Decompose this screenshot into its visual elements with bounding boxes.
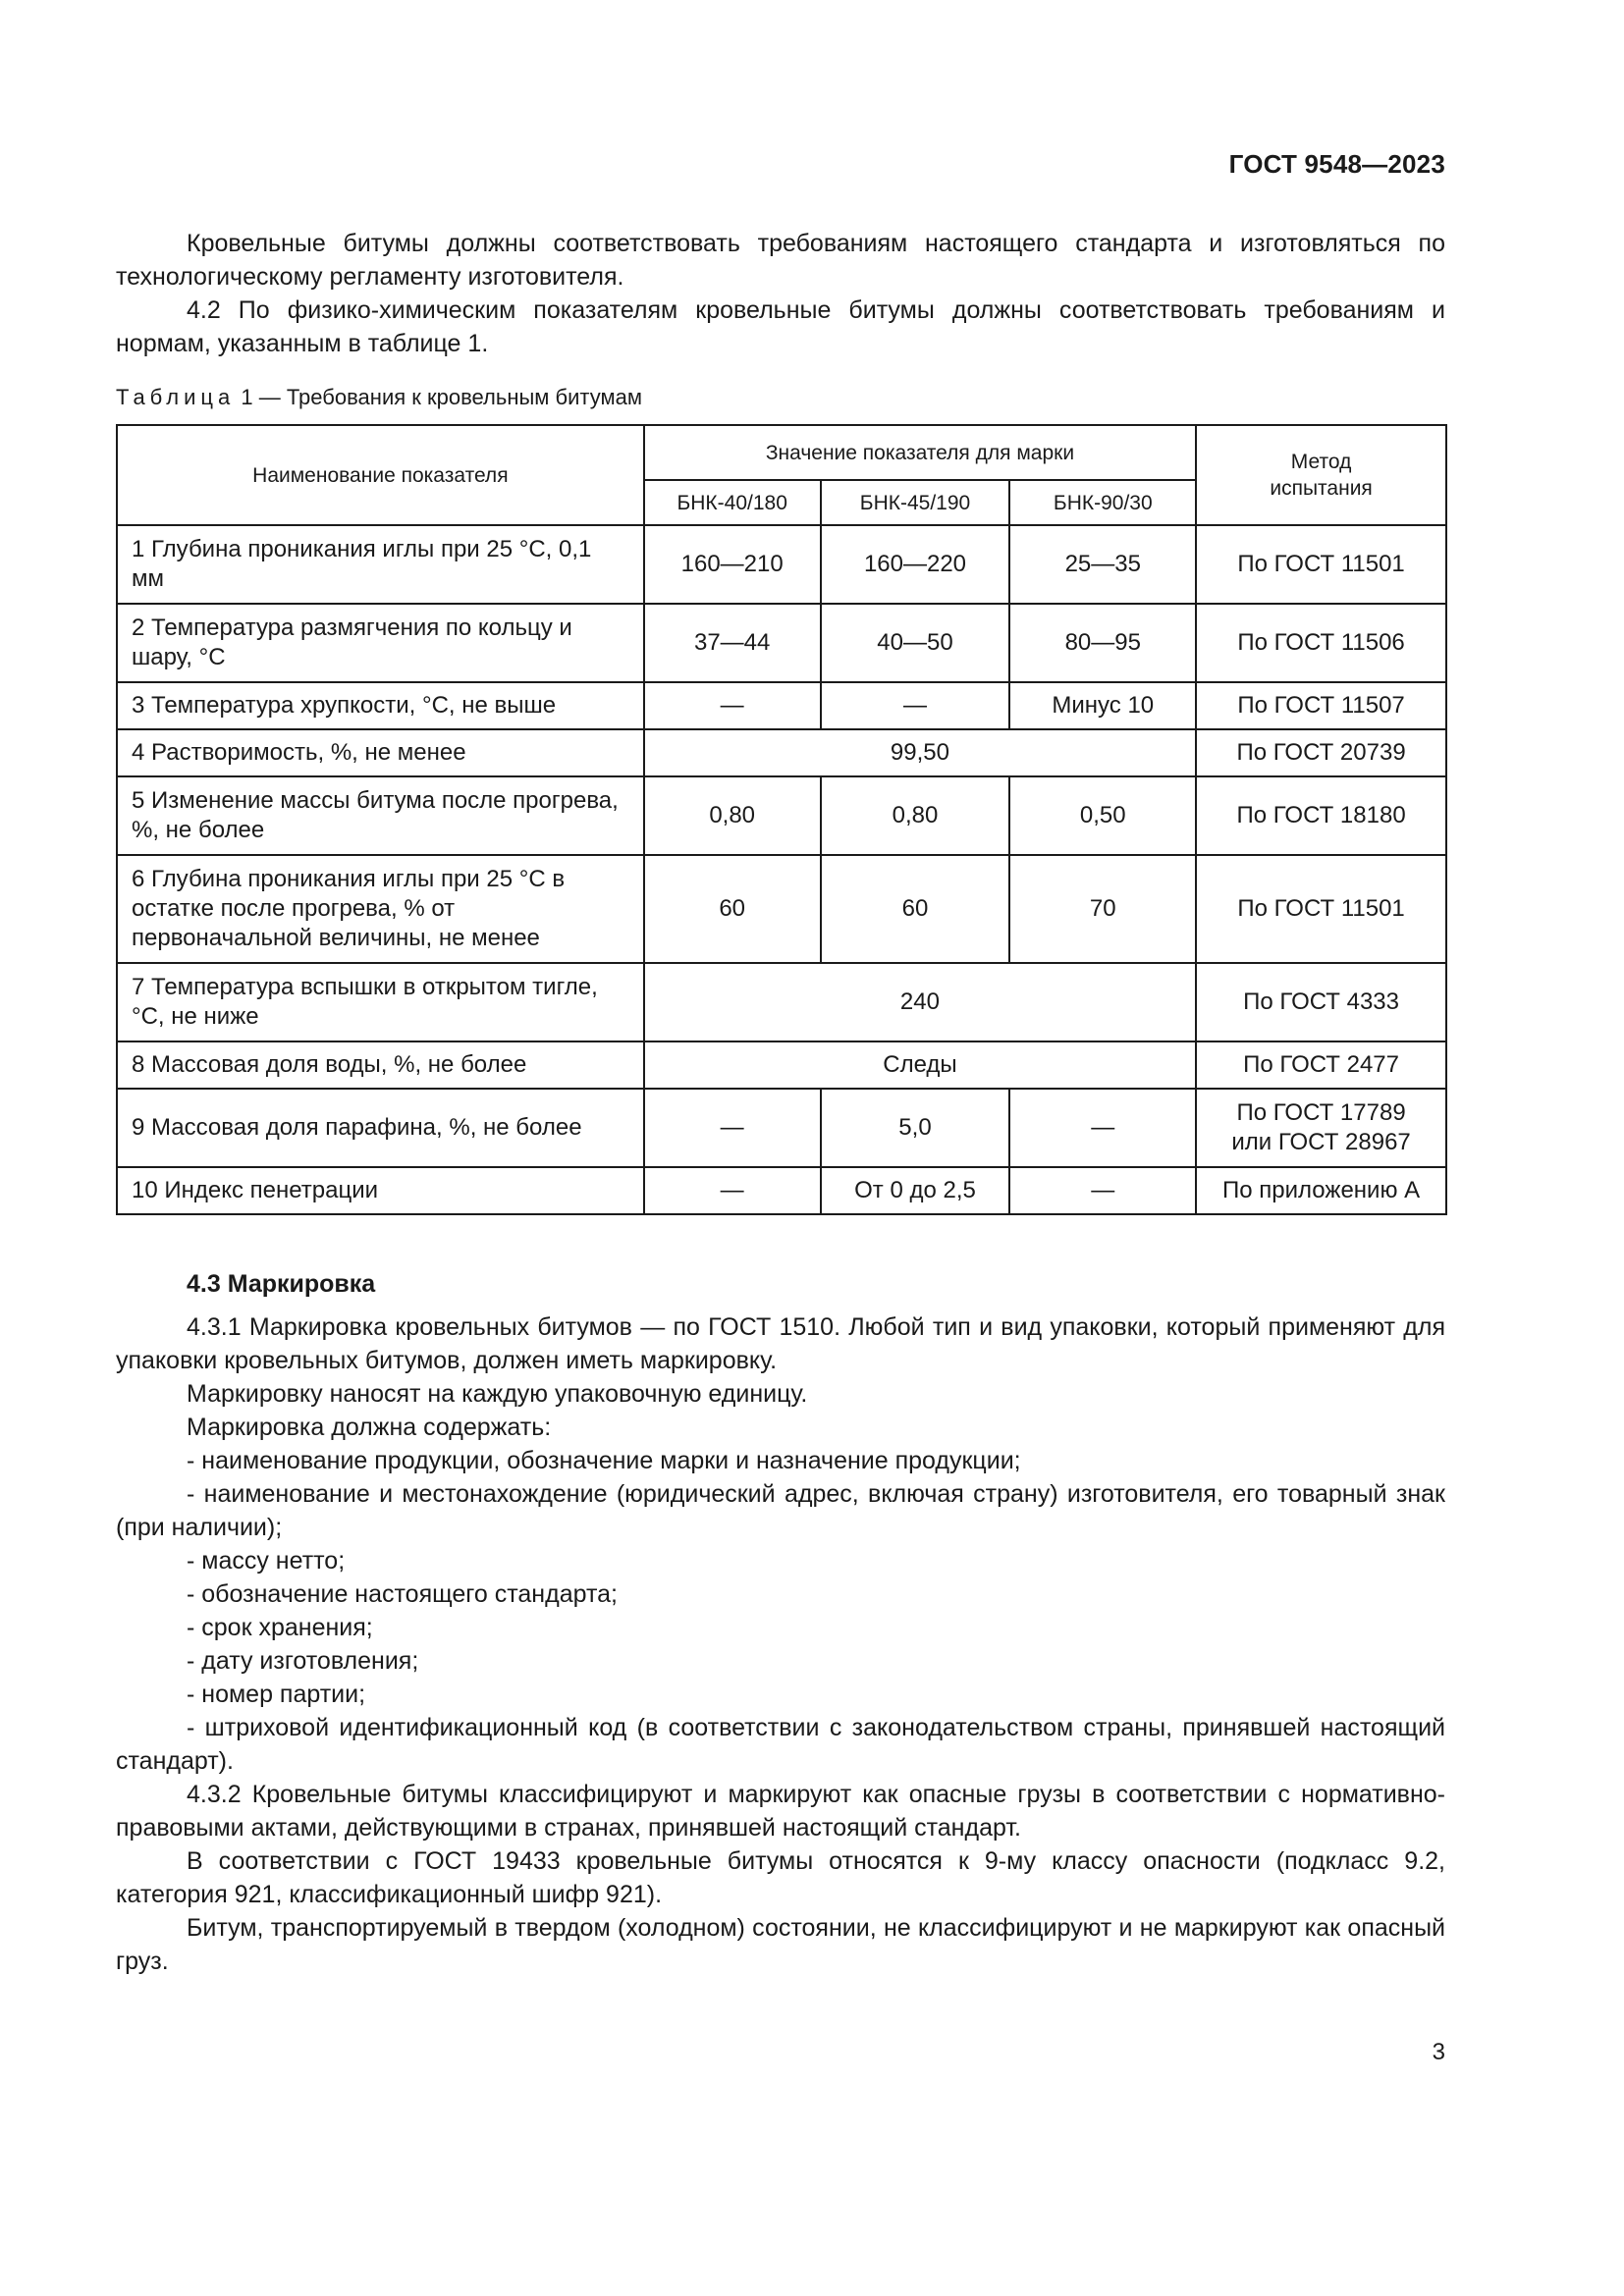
header-grade-3: БНК-90/30 — [1009, 480, 1196, 525]
section-paragraph-4-3-2: 4.3.2 Кровельные битумы классифицируют и маркируют как опасные грузы в соответствии с нормативно-правовыми актами, действующими в странах, принявшей настоящий стандарт. — [116, 1781, 1445, 1842]
row-value-grade-3: 70 — [1009, 855, 1196, 963]
list-item: - штриховой идентификационный код (в соответствии с законодательством страны, принявшей настоящий стандарт). — [116, 1714, 1445, 1775]
table-caption-title: 1 — Требования к кровельным битумам — [241, 385, 642, 409]
row-value-grade-1: 37—44 — [644, 604, 821, 682]
intro-paragraph-2: 4.2 По физико-химическим показателям кровельные битумы должны соответствовать требованиям и нормам, указанным в таблице 1. — [116, 296, 1445, 357]
row-test-method-line-1: По ГОСТ 17789 — [1236, 1099, 1406, 1126]
table-row — [117, 729, 1446, 776]
row-test-method: По ГОСТ 11506 — [1196, 604, 1446, 682]
header-grade-1: БНК-40/180 — [644, 480, 821, 525]
header-grade-group: Значение показателя для марки — [644, 425, 1196, 480]
row-value-all-grades: 240 — [644, 963, 1196, 1041]
row-indicator-name: 8 Массовая доля воды, %, не более — [117, 1041, 644, 1089]
row-value-grade-2: 160—220 — [821, 525, 1010, 604]
row-value-all-grades: Следы — [644, 1041, 1196, 1089]
row-value-grade-2: От 0 до 2,5 — [821, 1167, 1010, 1214]
section-heading: 4.3 Маркировка — [187, 1270, 376, 1298]
row-value-grade-2: 0,80 — [821, 776, 1010, 855]
table-row — [117, 682, 1446, 729]
row-indicator-name: 2 Температура размягчения по кольцу и шару, °С — [117, 604, 644, 682]
row-value-grade-2: 60 — [821, 855, 1010, 963]
row-test-method: По ГОСТ 2477 — [1196, 1041, 1446, 1089]
row-value-grade-1: 60 — [644, 855, 821, 963]
table-row — [117, 1041, 1446, 1089]
row-value-grade-3: — — [1009, 1167, 1196, 1214]
table-caption — [116, 383, 642, 412]
row-value-grade-3: 25—35 — [1009, 525, 1196, 604]
section-paragraph-4-3-1: 4.3.1 Маркировка кровельных битумов — по ГОСТ 1510. Любой тип и вид упаковки, который применяют для упаковки кровельных битумов, должен иметь маркировку. — [116, 1313, 1445, 1374]
row-value-grade-3: 0,50 — [1009, 776, 1196, 855]
page-number: 3 — [1432, 2039, 1445, 2065]
list-item: - наименование и местонахождение (юридический адрес, включая страну) изготовителя, его товарный знак (при наличии); — [116, 1480, 1445, 1541]
row-value-grade-3: — — [1009, 1089, 1196, 1167]
table-row — [117, 525, 1446, 604]
section-paragraph: В соответствии с ГОСТ 19433 кровельные битумы относятся к 9-му классу опасности (подкласс 9.2, категория 921, классификационный шифр 921). — [116, 1847, 1445, 1908]
row-test-method: По приложению А — [1196, 1167, 1446, 1214]
section-paragraph: Маркировку наносят на каждую упаковочную единицу. — [187, 1380, 808, 1408]
intro-paragraph-1: Кровельные битумы должны соответствовать требованиям настоящего стандарта и изготовляться по технологическому регламенту изготовителя. — [116, 230, 1445, 291]
row-value-grade-2: — — [821, 682, 1010, 729]
row-test-method — [1196, 1089, 1446, 1167]
document-id: ГОСТ 9548—2023 — [1228, 149, 1445, 179]
table-row — [117, 1167, 1446, 1214]
table-header-row — [117, 425, 1446, 480]
row-test-method-line-2: или ГОСТ 28967 — [1231, 1129, 1411, 1155]
list-item: - номер партии; — [187, 1681, 366, 1708]
row-value-grade-2: 5,0 — [821, 1089, 1010, 1167]
section-paragraph: Битум, транспортируемый в твердом (холодном) состоянии, не классифицируют и не маркируют как опасный груз. — [116, 1914, 1445, 1975]
row-test-method: По ГОСТ 11501 — [1196, 855, 1446, 963]
section-paragraph: Маркировка должна содержать: — [187, 1414, 552, 1441]
row-indicator-name: 1 Глубина проникания иглы при 25 °С, 0,1 мм — [117, 525, 644, 604]
header-grade-2: БНК-45/190 — [821, 480, 1010, 525]
row-test-method: По ГОСТ 4333 — [1196, 963, 1446, 1041]
table-row — [117, 776, 1446, 855]
row-indicator-name: 7 Температура вспышки в открытом тигле, °С, не ниже — [117, 963, 644, 1041]
list-item: - массу нетто; — [187, 1547, 346, 1575]
requirements-table — [116, 424, 1447, 1215]
row-value-grade-1: 0,80 — [644, 776, 821, 855]
header-test-method: Метод испытания — [1196, 425, 1446, 525]
table-row — [117, 604, 1446, 682]
row-value-all-grades: 99,50 — [644, 729, 1196, 776]
list-item: - срок хранения; — [187, 1614, 373, 1641]
row-value-grade-3: Минус 10 — [1009, 682, 1196, 729]
row-value-grade-1: — — [644, 1167, 821, 1214]
row-value-grade-1: 160—210 — [644, 525, 821, 604]
row-indicator-name: 4 Растворимость, %, не менее — [117, 729, 644, 776]
table-row — [117, 855, 1446, 963]
table-caption-word: Таблица — [116, 385, 236, 409]
list-item: - дату изготовления; — [187, 1647, 419, 1675]
header-indicator-name: Наименование показателя — [117, 425, 644, 525]
row-value-grade-1: — — [644, 682, 821, 729]
row-test-method: По ГОСТ 18180 — [1196, 776, 1446, 855]
row-test-method: По ГОСТ 11501 — [1196, 525, 1446, 604]
table-row — [117, 963, 1446, 1041]
row-test-method: По ГОСТ 20739 — [1196, 729, 1446, 776]
row-value-grade-2: 40—50 — [821, 604, 1010, 682]
row-indicator-name: 5 Изменение массы битума после прогрева, %, не более — [117, 776, 644, 855]
row-value-grade-3: 80—95 — [1009, 604, 1196, 682]
list-item: - обозначение настоящего стандарта; — [187, 1580, 618, 1608]
row-indicator-name: 3 Температура хрупкости, °С, не выше — [117, 682, 644, 729]
table-row — [117, 1089, 1446, 1167]
row-value-grade-1: — — [644, 1089, 821, 1167]
row-test-method: По ГОСТ 11507 — [1196, 682, 1446, 729]
row-indicator-name: 10 Индекс пенетрации — [117, 1167, 644, 1214]
list-item: - наименование продукции, обозначение марки и назначение продукции; — [187, 1447, 1021, 1474]
row-indicator-name: 6 Глубина проникания иглы при 25 °С в остатке после прогрева, % от первоначальной величины, не менее — [117, 855, 644, 963]
row-indicator-name: 9 Массовая доля парафина, %, не более — [117, 1089, 644, 1167]
